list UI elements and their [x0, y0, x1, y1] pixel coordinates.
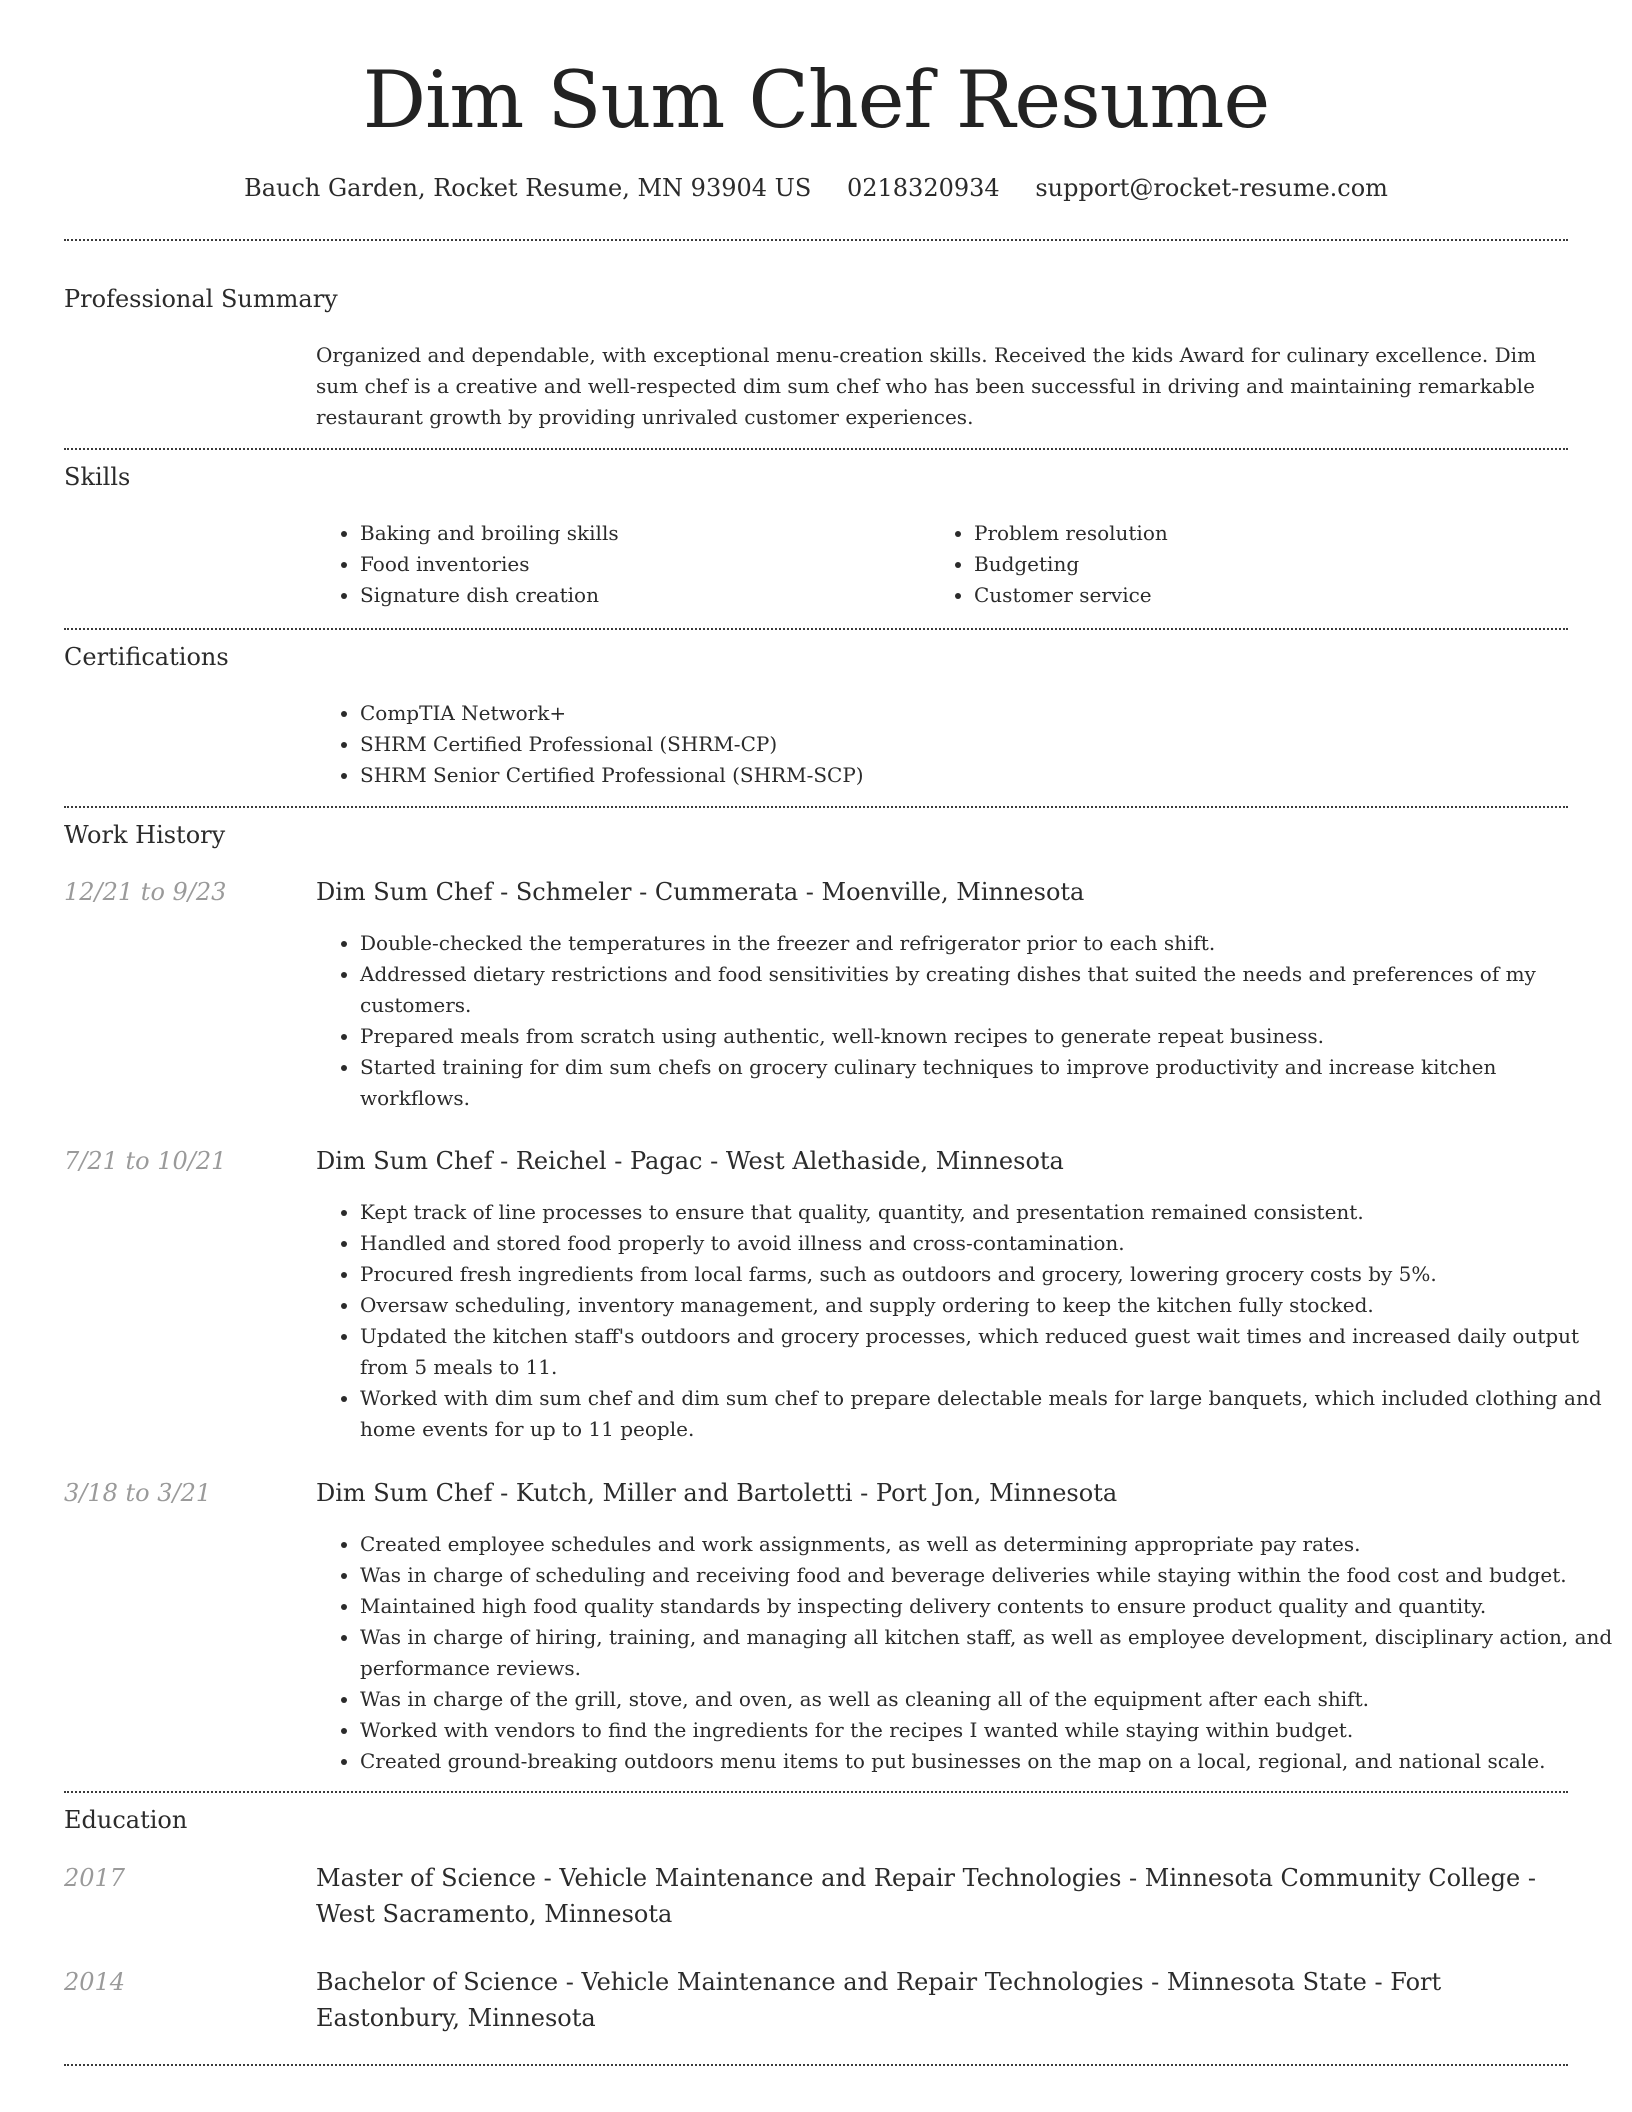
education-title: Bachelor of Science - Vehicle Maintenance and Repair Technologies - Minnesota State - Fort Eastonbury, Minnesota [316, 1968, 1442, 2032]
section-title-certifications: Certifications [64, 643, 229, 671]
list-item: • Was in charge of scheduling and receiving food and beverage deliveries while staying within the food cost and budget. [360, 1560, 1620, 1591]
job-bullets [316, 1529, 1620, 1777]
list-item: • Was in charge of the grill, stove, and oven, as well as cleaning all of the equipment after each shift. [360, 1684, 1620, 1715]
list-item: • Addressed dietary restrictions and food sensitivities by creating dishes that suited the needs and preferences of my customers. [360, 959, 1610, 1021]
divider [64, 806, 1568, 808]
divider [64, 2064, 1568, 2066]
list-item: • SHRM Certified Professional (SHRM-CP) [360, 729, 1560, 760]
list-item: • Updated the kitchen staff's outdoors and grocery processes, which reduced guest wait times and increased daily output from 5 meals to 11. [360, 1321, 1610, 1383]
list-item: • CompTIA Network+ [360, 698, 1560, 729]
divider [64, 448, 1568, 450]
list-item: • Food inventories [360, 549, 920, 580]
list-item: • Prepared meals from scratch using authentic, well-known recipes to generate repeat business. [360, 1021, 1610, 1052]
list-item: • Started training for dim sum chefs on grocery culinary techniques to improve productivity and increase kitchen workflows. [360, 1052, 1610, 1114]
section-title-skills: Skills [64, 463, 131, 491]
list-item: • Signature dish creation [360, 580, 920, 611]
job-bullets [316, 1197, 1610, 1445]
contact-line [0, 172, 1632, 204]
education-title: Master of Science - Vehicle Maintenance and Repair Technologies - Minnesota Community College - West Sacramento, Minnesota [316, 1864, 1536, 1928]
section-title-work: Work History [64, 821, 226, 849]
section-title-education: Education [64, 1806, 188, 1834]
list-item: • Maintained high food quality standards by inspecting delivery contents to ensure product quality and quantity. [360, 1591, 1620, 1622]
education-year: 2017 [64, 1864, 126, 1892]
list-item: • Was in charge of hiring, training, and managing all kitchen staff, as well as employee development, disciplinary action, and performance reviews. [360, 1622, 1620, 1684]
summary-text: Organized and dependable, with exceptional menu-creation skills. Received the kids Award for culinary excellence. Dim sum chef is a creative and well-respected dim sum chef who has been successful in driving and maintaining remarkable restaurant growth by providing unrivaled customer experiences. [316, 343, 1537, 429]
list-item: • Customer service [974, 580, 1574, 611]
list-item: • Oversaw scheduling, inventory management, and supply ordering to keep the kitchen fully stocked. [360, 1290, 1610, 1321]
job-title: Dim Sum Chef - Reichel - Pagac - West Alethaside, Minnesota [316, 1147, 1064, 1175]
list-item: • SHRM Senior Certified Professional (SHRM-SCP) [360, 760, 1560, 791]
skills-list-left [316, 518, 920, 611]
divider [64, 1791, 1568, 1793]
skills-list-right [930, 518, 1574, 611]
job-bullets [316, 928, 1610, 1114]
list-item: • Created employee schedules and work assignments, as well as determining appropriate pay rates. [360, 1529, 1620, 1560]
list-item: • Baking and broiling skills [360, 518, 920, 549]
section-title-summary: Professional Summary [64, 285, 338, 313]
resume-title: Dim Sum Chef Resume [362, 54, 1270, 146]
list-item: • Created ground-breaking outdoors menu items to put businesses on the map on a local, regional, and national scale. [360, 1746, 1620, 1777]
list-item: • Worked with vendors to find the ingredients for the recipes I wanted while staying within budget. [360, 1715, 1620, 1746]
contact-email: support@rocket-resume.com [1035, 174, 1388, 202]
contact-address: Bauch Garden, Rocket Resume, MN 93904 US [244, 174, 812, 202]
job-title: Dim Sum Chef - Schmeler - Cummerata - Moenville, Minnesota [316, 878, 1085, 906]
list-item: • Kept track of line processes to ensure that quality, quantity, and presentation remained consistent. [360, 1197, 1610, 1228]
contact-phone: 0218320934 [846, 174, 1000, 202]
job-dates: 7/21 to 10/21 [64, 1147, 227, 1175]
list-item: • Double-checked the temperatures in the freezer and refrigerator prior to each shift. [360, 928, 1610, 959]
certifications-list [316, 698, 1560, 791]
list-item: • Budgeting [974, 549, 1574, 580]
job-dates: 3/18 to 3/21 [64, 1479, 212, 1507]
list-item: • Handled and stored food properly to avoid illness and cross-contamination. [360, 1228, 1610, 1259]
job-dates: 12/21 to 9/23 [64, 878, 227, 906]
list-item: • Procured fresh ingredients from local farms, such as outdoors and grocery, lowering grocery costs by 5%. [360, 1259, 1610, 1290]
list-item: • Worked with dim sum chef and dim sum chef to prepare delectable meals for large banquets, which included clothing and home events for up to 11 people. [360, 1383, 1610, 1445]
job-title: Dim Sum Chef - Kutch, Miller and Bartoletti - Port Jon, Minnesota [316, 1479, 1118, 1507]
education-year: 2014 [64, 1968, 126, 1996]
divider [64, 628, 1568, 630]
divider [64, 239, 1568, 241]
list-item: • Problem resolution [974, 518, 1574, 549]
